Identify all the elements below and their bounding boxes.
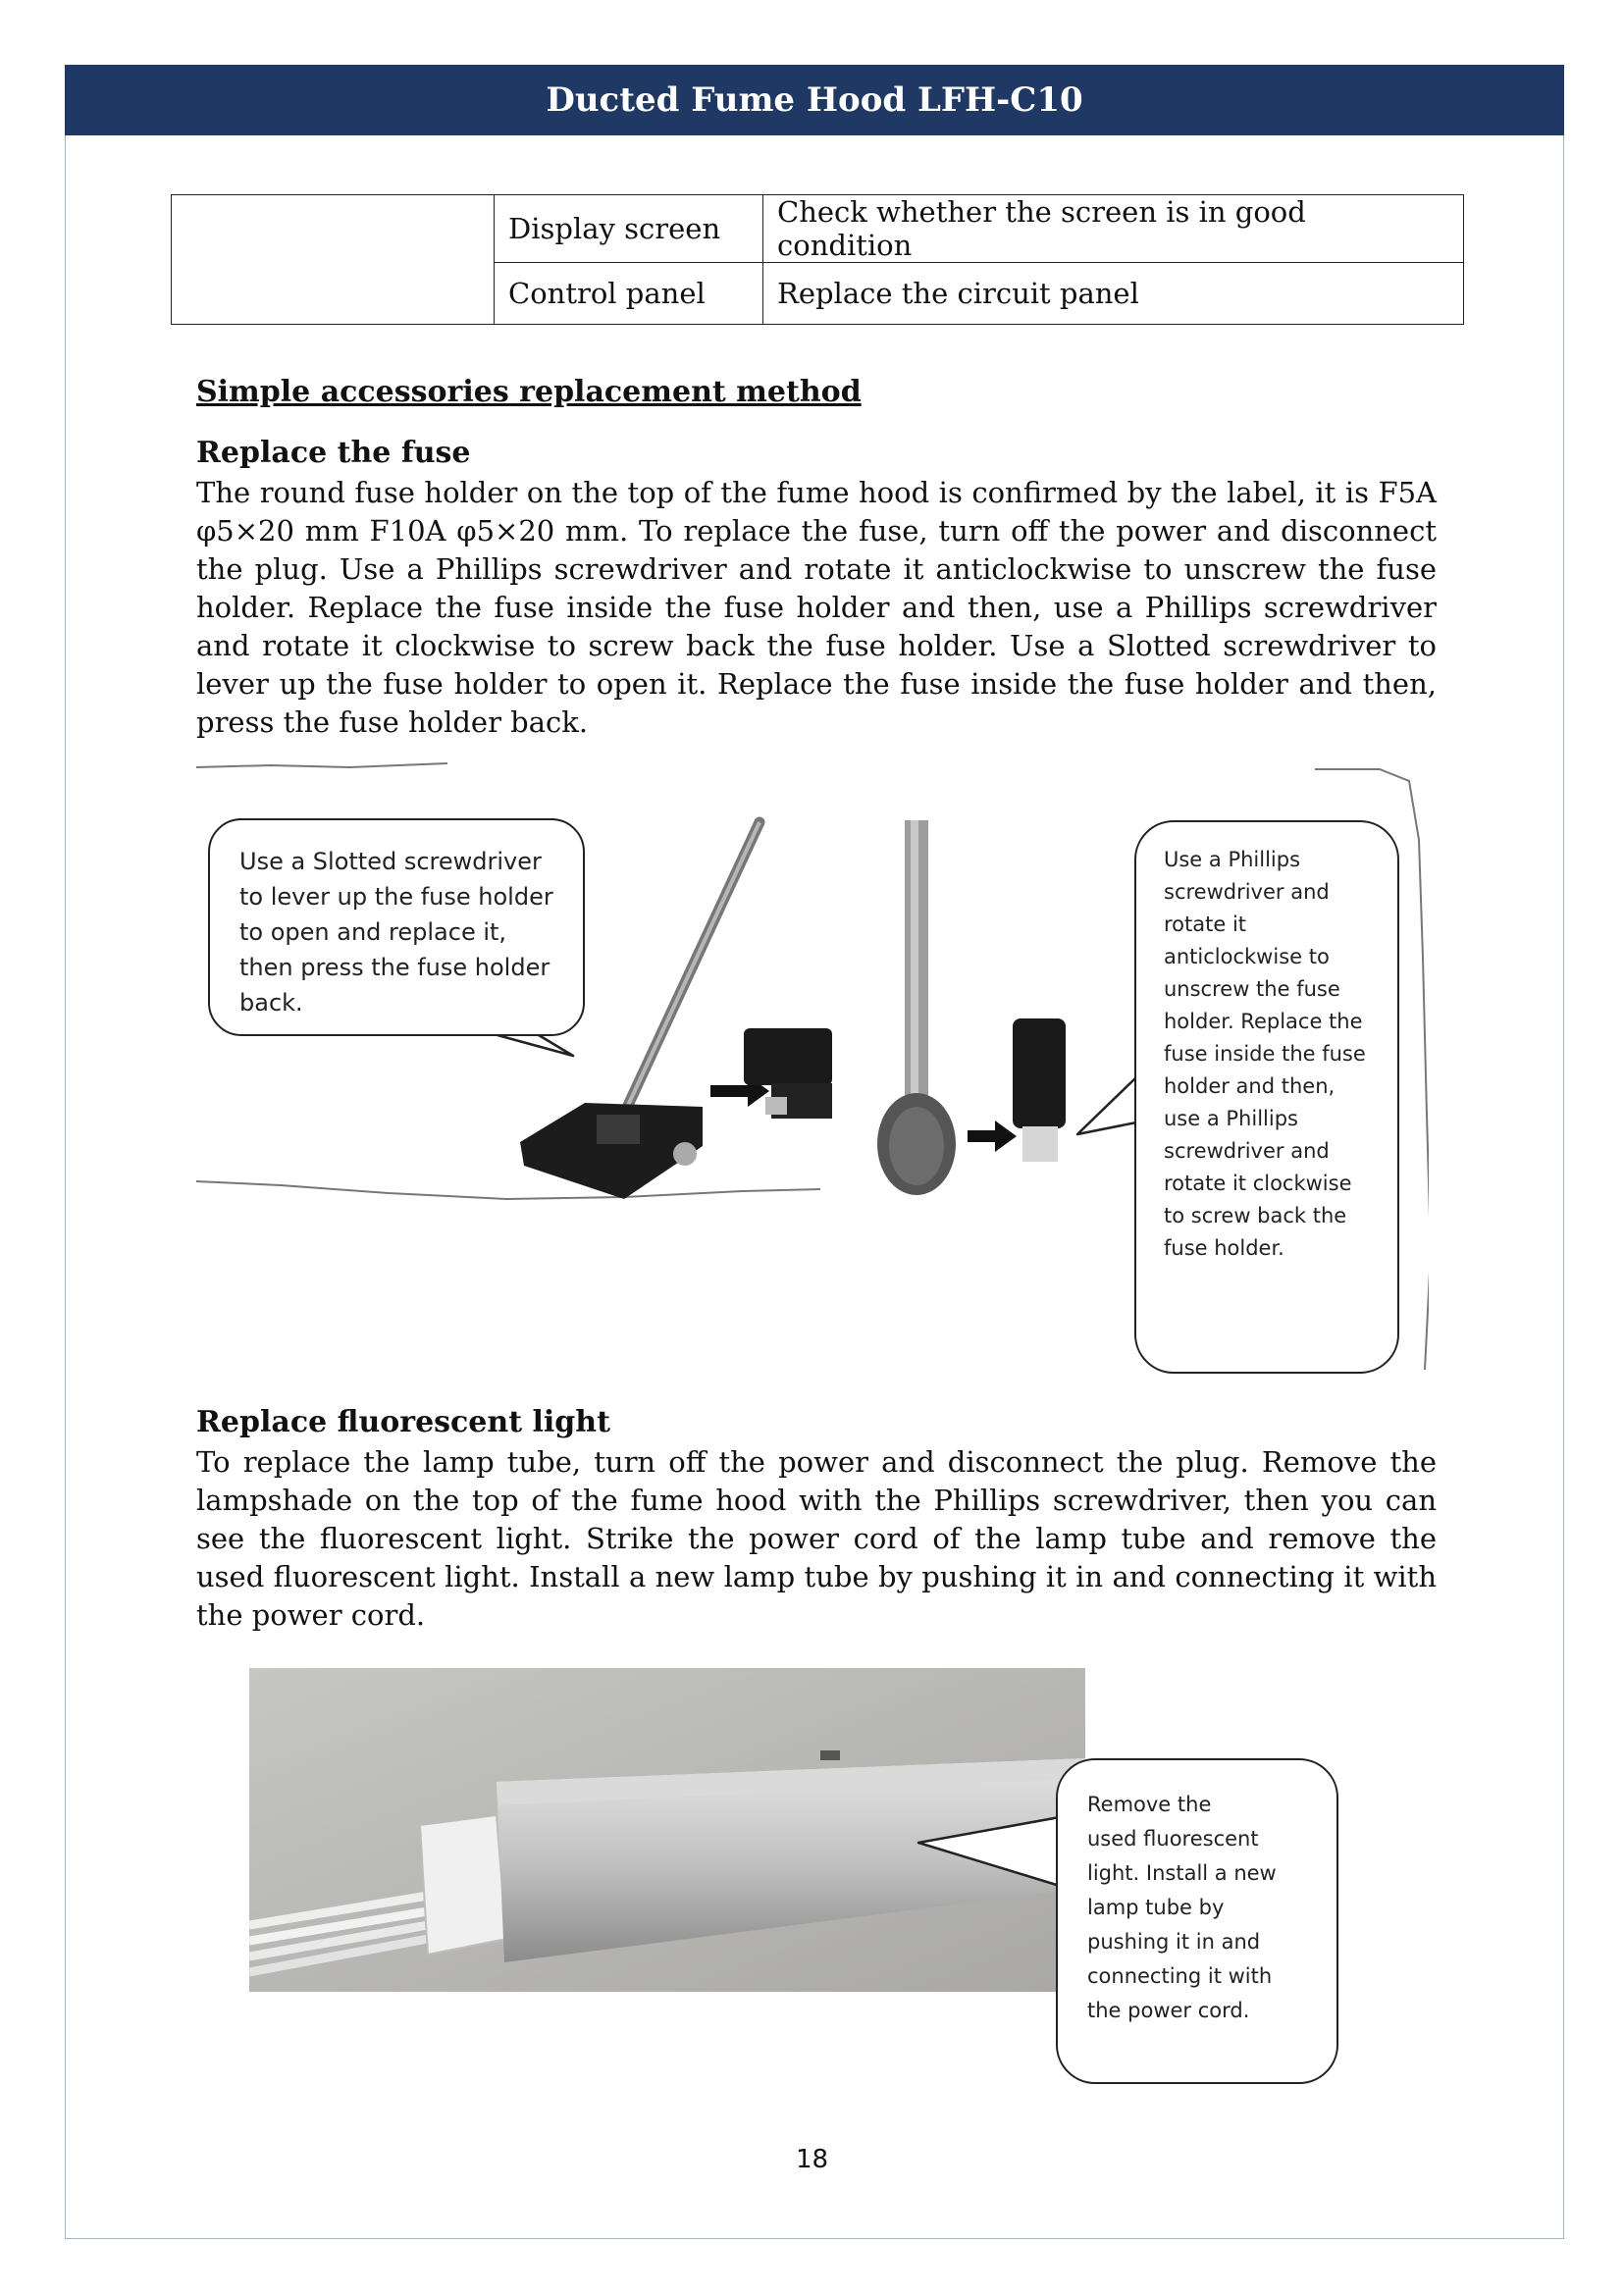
table-row bbox=[172, 195, 1464, 263]
section-title: Simple accessories replacement method bbox=[196, 375, 862, 409]
slotted-callout bbox=[208, 818, 585, 1036]
component-cell bbox=[172, 195, 495, 325]
action-cell: Replace the circuit panel bbox=[763, 263, 1464, 325]
light-heading: Replace fluorescent light bbox=[196, 1405, 610, 1439]
page-number: 18 bbox=[795, 2145, 829, 2174]
fuse-figure bbox=[192, 761, 1429, 1382]
document-title: Ducted Fume Hood LFH-C10 bbox=[546, 80, 1083, 120]
fuse-paragraph: The round fuse holder on the top of the fume hood is confirmed by the label, it is F5A φ5×20 mm F10A φ5×20 mm. To replace the fuse, turn off the power and disconnect the plug. Use a Phillips screwdriver and rotate it anticlockwise to unscrew the fuse holder. Replace the fuse inside the fuse holder and then, use a Phillips screwdriver and rotate it clockwise to screw back the fuse holder. Use a Slotted screwdriver to lever up the fuse holder to open it. Replace the fuse inside the fuse holder and then, press the fuse holder back. bbox=[196, 476, 1437, 739]
phillips-callout bbox=[1134, 820, 1399, 1374]
light-figure bbox=[192, 1668, 1360, 2090]
maintenance-table bbox=[171, 194, 1464, 325]
fuse-heading: Replace the fuse bbox=[196, 436, 471, 470]
light-paragraph: To replace the lamp tube, turn off the power and disconnect the plug. Remove the lampshade on the top of the fume hood with the Phillips screwdriver, then you can see the fluorescent light. Strike the power cord of the lamp tube and remove the used fluorescent light. Install a new lamp tube by pushing it in and connecting it with the power cord. bbox=[196, 1445, 1437, 1632]
header-banner bbox=[65, 65, 1564, 135]
slotted-callout-text: Use a Slotted screwdriver to lever up the fuse holder to open and replace it, then press the fuse holder back. bbox=[239, 848, 553, 1017]
light-callout-text: Remove the used fluorescent light. Install a new lamp tube by pushing it in and connecting it with the power cord. bbox=[1087, 1793, 1277, 2022]
phillips-callout-text: Use a Phillips screwdriver and rotate it anticlockwise to unscrew the fuse holder. Replace the fuse inside the fuse holder and then, use a Phillips screwdriver and rotate it clockwise to screw back the fuse holder. bbox=[1164, 848, 1366, 1260]
part-cell: Control panel bbox=[495, 263, 763, 325]
light-callout bbox=[1056, 1758, 1338, 2084]
action-cell: Check whether the screen is in good condition bbox=[763, 195, 1464, 263]
part-cell: Display screen bbox=[495, 195, 763, 263]
